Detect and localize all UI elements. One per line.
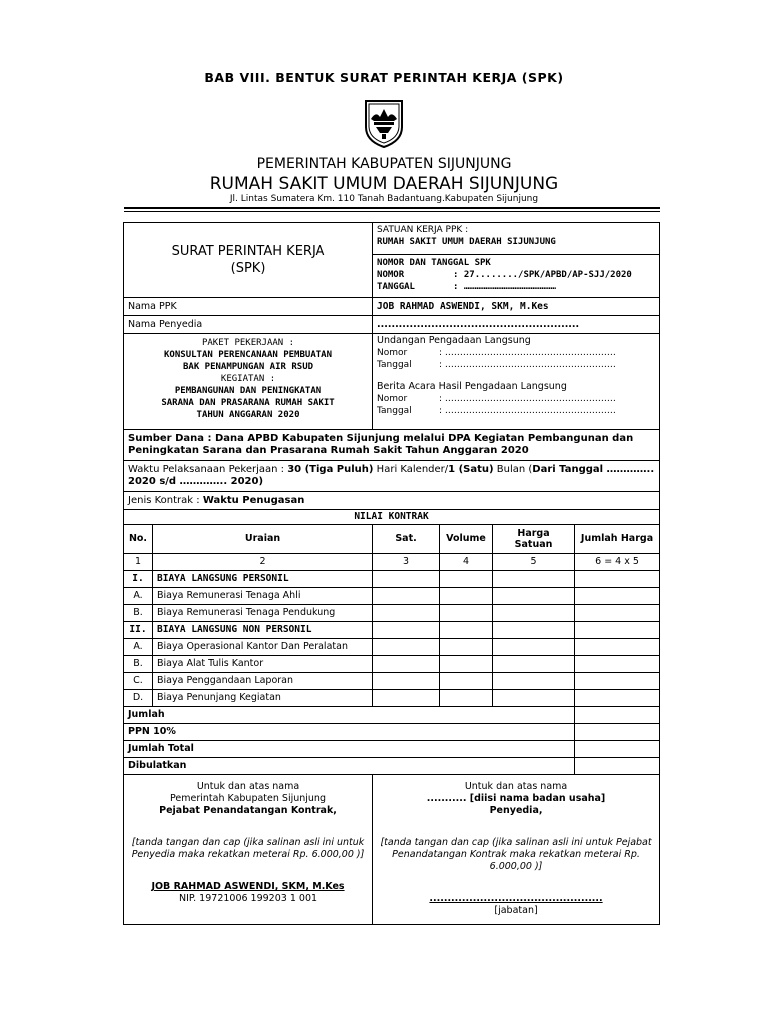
sign-left-line1: Untuk dan atas nama [196,781,300,792]
chapter-title: BAB VIII. BENTUK SURAT PERINTAH KERJA (SPK) [204,70,564,85]
undangan-nomor-value: : ………………………………………………… [439,348,616,358]
row-no: I. [124,571,153,588]
waktu-days: 30 (Tiga Puluh) [287,464,374,475]
waktu-month: 1 (Satu) [448,464,494,475]
table-row [124,588,660,605]
jenis-kontrak [124,492,660,510]
spk-title: SURAT PERINTAH KERJA [171,244,325,259]
sign-left-title: Pejabat Penandatangan Kontrak, [159,805,337,816]
row-no: B. [124,605,153,622]
table-row [124,605,660,622]
nama-penyedia-value: ........................................................ [373,316,660,334]
sign-left-note: [tanda tangan dan cap (jika salinan asli ini untuk Penyedia maka rekatkan meterai Rp. 6.000,00 )] [131,837,365,860]
pengadaan-info-cell [373,334,660,430]
spk-header-info [373,223,660,298]
col-header-uraian: Uraian [153,525,373,554]
nomor-label: NOMOR [377,270,405,280]
undangan-nomor-label: Nomor [377,348,408,358]
table-row [124,673,660,690]
tanggal-value: : …………………………………………… [453,282,556,292]
satuan-kerja-value: RUMAH SAKIT UMUM DAERAH SIJUNJUNG [377,237,556,247]
nama-ppk-label: Nama PPK [124,298,373,316]
nomor-value: : 27......../SPK/APBD/AP-SJJ/2020 [453,270,632,280]
sign-left-name: JOB RAHMAD ASWENDI, SKM, M.Kes [151,881,345,892]
hospital-name: RUMAH SAKIT UMUM DAERAH SIJUNJUNG [209,174,559,194]
hospital-address: Jl. Lintas Sumatera Km. 110 Tanah Badantuang.Kabupaten Sijunjung [229,194,539,204]
row-uraian: BIAYA LANGSUNG NON PERSONIL [153,622,373,639]
total-row [124,741,660,758]
nomor-tanggal-label: NOMOR DAN TANGGAL SPK [377,258,491,268]
col-header-no: No. [124,525,153,554]
row-uraian: Biaya Alat Tulis Kantor [153,656,373,673]
berita-nomor-label: Nomor [377,394,408,404]
header-divider [124,207,660,209]
paket-label: PAKET PEKERJAAN : [201,338,295,348]
row-uraian: Biaya Penunjang Kegiatan [153,690,373,707]
table-row [124,656,660,673]
sign-left-line2: Pemerintah Kabupaten Sijunjung [170,793,326,804]
nama-penyedia-label: Nama Penyedia [124,316,373,334]
government-name: PEMERINTAH KABUPATEN SIJUNJUNG [256,156,512,172]
row-no: D. [124,690,153,707]
sign-right-line1: Untuk dan atas nama [464,781,568,792]
nama-ppk-value: JOB RAHMAD ASWENDI, SKM, M.Kes [373,298,660,316]
undangan-tanggal-value: : ………………………………………………… [439,360,616,370]
sign-right-note: [tanda tangan dan cap (jika salinan asli ini untuk Pejabat Penandatangan Kontrak maka rekatkan meterai Rp. 6.000,00 )] [380,837,652,872]
row-no: A. [124,639,153,656]
header-divider-thin [124,211,660,212]
total-label-jumlah: Jumlah [124,707,575,724]
undangan-tanggal-label: Tanggal [377,360,412,370]
kegiatan-value-2: SARANA DAN PRASARANA RUMAH SAKIT [161,398,335,408]
row-uraian: Biaya Remunerasi Tenaga Pendukung [153,605,373,622]
berita-tanggal-value: : ………………………………………………… [439,406,616,416]
sign-right-line2: ........... [diisi nama badan usaha] [426,793,606,804]
spk-title-cell [124,223,373,298]
paket-value-1: KONSULTAN PERENCANAAN PEMBUATAN [164,350,332,360]
jenis-kontrak-label: Jenis Kontrak : [128,494,203,506]
col-number-6: 6 = 4 x 5 [575,554,660,571]
col-header-jumlah-harga: Jumlah Harga [575,525,660,554]
total-label-jumlah-total: Jumlah Total [124,741,575,758]
table-row [124,622,660,639]
nilai-kontrak-heading: NILAI KONTRAK [124,510,660,525]
table-row [124,639,660,656]
waktu-bulan: Bulan ( [493,464,533,475]
row-uraian: BIAYA LANGSUNG PERSONIL [153,571,373,588]
table-row [124,690,660,707]
signature-block-ppk [124,775,373,925]
row-no: II. [124,622,153,639]
row-no: A. [124,588,153,605]
jenis-kontrak-value: Waktu Penugasan [202,494,305,506]
col-header-volume: Volume [440,525,493,554]
waktu-prefix: Waktu Pelaksanaan Pekerjaan : [128,464,288,475]
col-header-sat: Sat. [373,525,440,554]
sign-left-nip: NIP. 19721006 199203 1 001 [178,893,318,904]
spk-form-table [123,222,660,925]
row-uraian: Biaya Remunerasi Tenaga Ahli [153,588,373,605]
berita-nomor-value: : ………………………………………………… [439,394,616,404]
col-number-1: 1 [124,554,153,571]
row-uraian: Biaya Operasional Kantor Dan Peralatan [153,639,373,656]
total-row [124,707,660,724]
tanggal-label: TANGGAL [377,282,415,292]
kegiatan-value-3: TAHUN ANGGARAN 2020 [196,410,300,420]
total-label-dibulatkan: Dibulatkan [124,758,575,775]
col-number-2: 2 [153,554,373,571]
spk-title-abbrev: (SPK) [230,261,266,276]
satuan-kerja-label: SATUAN KERJA PPK : [377,225,469,235]
paket-kegiatan-cell [124,334,373,430]
col-number-4: 4 [440,554,493,571]
row-no: B. [124,656,153,673]
sign-right-name: ................................................ [429,893,603,904]
sign-right-jabatan: [jabatan] [494,905,538,916]
sijunjung-regency-emblem-icon [362,97,406,149]
col-number-5: 5 [493,554,575,571]
sign-right-title: Penyedia, [489,805,543,816]
row-no: C. [124,673,153,690]
kegiatan-value-1: PEMBANGUNAN DAN PENINGKATAN [174,386,322,396]
waktu-pelaksanaan [124,461,660,492]
waktu-range: Dari Tanggal ………….. 2020 s/d ………….. 2020) [128,464,655,487]
col-header-harga-satuan: Harga Satuan [493,525,575,554]
signature-block-penyedia [373,775,660,925]
berita-acara-label: Berita Acara Hasil Pengadaan Langsung [377,381,567,392]
col-number-3: 3 [373,554,440,571]
table-row [124,571,660,588]
total-label-ppn: PPN 10% [124,724,575,741]
undangan-label: Undangan Pengadaan Langsung [377,335,531,346]
row-uraian: Biaya Penggandaan Laporan [153,673,373,690]
berita-tanggal-label: Tanggal [377,406,412,416]
sumber-dana: Sumber Dana : Dana APBD Kabupaten Sijunjung melalui DPA Kegiatan Pembangunan dan Peningkatan Sarana dan Prasarana Rumah Sakit Tahun Anggaran 2020 [124,430,660,461]
kegiatan-label: KEGIATAN : [220,374,276,384]
waktu-mid: Hari Kalender/ [373,464,449,475]
paket-value-2: BAK PENAMPUNGAN AIR RSUD [182,362,314,372]
total-row [124,724,660,741]
total-row [124,758,660,775]
